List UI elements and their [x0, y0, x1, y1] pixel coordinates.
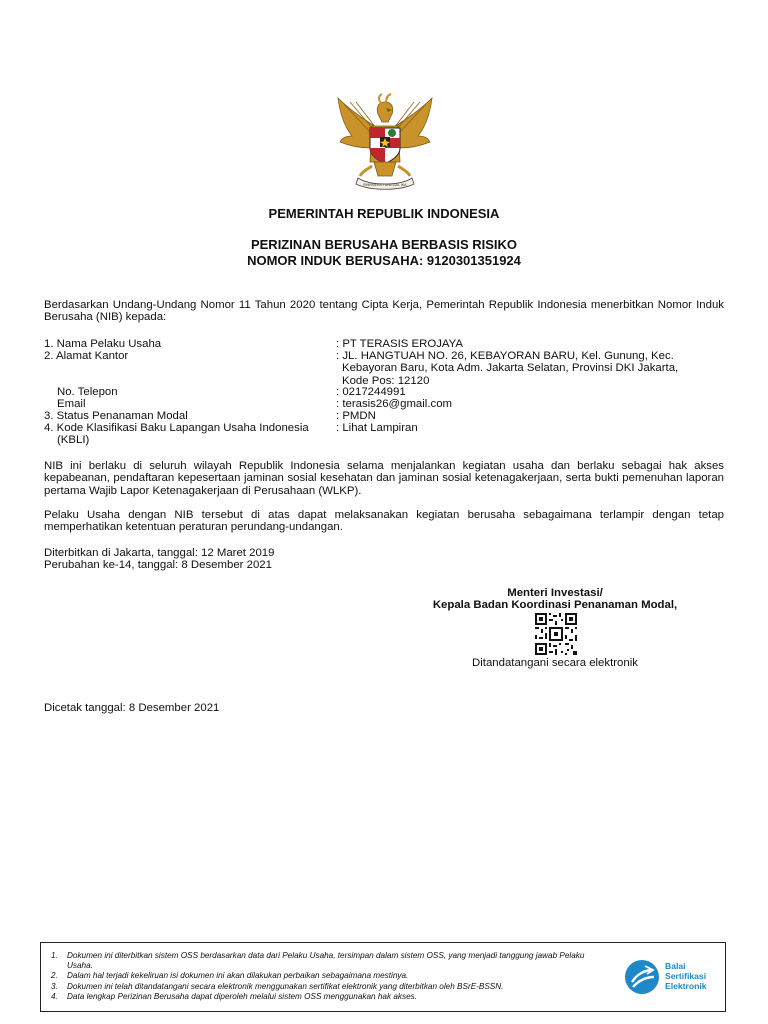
- nib-number: NOMOR INDUK BERUSAHA: 9120301351924: [247, 253, 521, 268]
- signature-block: [400, 587, 710, 612]
- telepon-value: : 0217244991: [336, 386, 406, 398]
- alamat-line-3: Kode Pos: 12120: [342, 374, 430, 387]
- footer-note: 3. Dokumen ini telah ditandatangani secara elektronik menggunakan sertifikat elektronik yang diterbitkan oleh BSrE-BSSN.: [51, 981, 504, 991]
- validity-paragraph: NIB ini berlaku di seluruh wilayah Republik Indonesia selama menjalankan kegiatan usaha dan berlaku sebagai hak akses kepabeanan, pendaftaran kepesertaan jaminan sosial kesehatan dan jaminan sosial ketenagakerjaan, serta bukti pemenuhan laporan pertama Wajib Lapor Ketenagakerjaan di Perusahaan (WLKP).: [44, 460, 724, 497]
- permit-title: PERIZINAN BERUSAHA BERBASIS RISIKO: [250, 237, 518, 252]
- email-label: Email: [57, 398, 86, 410]
- footer-note: 2. Dalam hal terjadi kekeliruan isi dokumen ini akan dilakukan perbaikan sebagaimana mestinya.: [51, 971, 409, 981]
- nama-value: : PT TERASIS EROJAYA: [336, 338, 464, 350]
- footer-note: 1. Dokumen ini diterbitkan sistem OSS berdasarkan data dari Pelaku Usaha, tersimpan dalam sistem OSS, yang menjadi tanggung jawab Pelaku Usaha.: [51, 951, 585, 971]
- alamat-value: [336, 350, 716, 387]
- garuda-emblem-icon: [330, 90, 440, 195]
- signer-title-2: Kepala Badan Koordinasi Penanaman Modal,: [432, 599, 678, 612]
- signer-title-1: Menteri Investasi/: [507, 587, 603, 599]
- signed-electronically-note: Ditandatangani secara elektronik: [472, 657, 638, 669]
- telepon-label: No. Telepon: [57, 386, 118, 398]
- footer-note: 4. Data lengkap Perizinan Berusaha dapat diperoleh melalui sistem OSS menggunakan hak akses.: [51, 991, 417, 1001]
- nama-label: 1. Nama Pelaku Usaha: [44, 338, 162, 350]
- alamat-label: 2. Alamat Kantor: [44, 350, 129, 362]
- footer-notes: [51, 951, 611, 1002]
- intro-paragraph: Berdasarkan Undang-Undang Nomor 11 Tahun 2020 tentang Cipta Kerja, Pemerintah Republik Indonesia menerbitkan Nomor Induk Berusaha (NIB) kepada:: [44, 299, 724, 324]
- bsre-logo-icon: [623, 958, 661, 996]
- alamat-line-1: : JL. HANGTUAH NO. 26, KEBAYORAN BARU, Kel. Gunung, Kec.: [336, 350, 674, 362]
- svg-text:BHINNEKA TUNGGAL IKA: BHINNEKA TUNGGAL IKA: [363, 183, 407, 187]
- status-value: : PMDN: [336, 410, 376, 422]
- footer-notes-box: [40, 942, 726, 1012]
- qr-code-icon: [534, 612, 578, 656]
- kbli-label: 4. Kode Klasifikasi Baku Lapangan Usaha Indonesia: [44, 422, 309, 434]
- obligation-paragraph: Pelaku Usaha dengan NIB tersebut di atas dapat melaksanakan kegiatan berusaha sebagaimana terlampir dengan tetap memperhatikan ketentuan peraturan perundang-undangan.: [44, 509, 724, 534]
- issued-date: Diterbitkan di Jakarta, tanggal: 12 Maret 2019: [44, 547, 275, 559]
- email-value: : terasis26@gmail.com: [336, 398, 453, 410]
- kbli-value: : Lihat Lampiran: [336, 422, 418, 434]
- alamat-line-2: Kebayoran Baru, Kota Adm. Jakarta Selatan, Provinsi DKI Jakarta,: [342, 362, 679, 375]
- revision-date: Perubahan ke-14, tanggal: 8 Desember 2021: [44, 559, 272, 571]
- status-label: 3. Status Penanaman Modal: [44, 410, 188, 422]
- printed-date: Dicetak tanggal: 8 Desember 2021: [44, 702, 220, 714]
- bsre-logo-text: Balai Sertifikasi Elektronik: [665, 961, 707, 991]
- bsre-logo: [623, 958, 723, 998]
- kbli-label-cont: (KBLI): [57, 434, 90, 446]
- government-title: PEMERINTAH REPUBLIK INDONESIA: [268, 206, 500, 221]
